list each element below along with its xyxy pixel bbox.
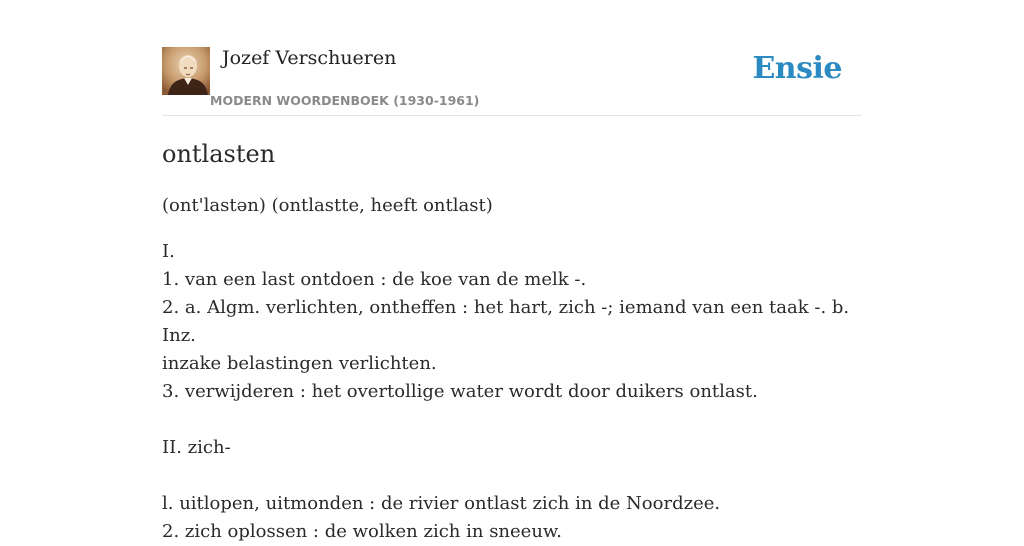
definition-lines <box>162 238 862 546</box>
author-name[interactable]: Jozef Verschueren <box>222 47 397 69</box>
blank-line <box>162 462 862 490</box>
definition-line: 3. verwijderen : het overtollige water wordt door duikers ontlast. <box>162 381 758 402</box>
pronunciation: (ont'lastən) (ontlastte, heeft ontlast) <box>162 195 493 216</box>
definition-line: l. uitlopen, uitmonden : de rivier ontlast zich in de Noordzee. <box>162 493 721 514</box>
source-label[interactable]: MODERN WOORDENBOEK (1930-1961) <box>210 93 480 108</box>
definition-line: 2. zich oplossen : de wolken zich in sneeuw. <box>162 521 562 542</box>
definition-line: 1. van een last ontdoen : de koe van de melk -. <box>162 269 587 290</box>
definition-line: inzake belastingen verlichten. <box>162 353 437 374</box>
brand-logo[interactable]: Ensie <box>752 51 842 86</box>
headword: ontlasten <box>162 140 276 168</box>
definition-line: II. zich- <box>162 437 231 458</box>
entry-header <box>162 0 862 116</box>
entry-body <box>162 192 862 546</box>
entry-container <box>162 0 862 542</box>
author-portrait-icon <box>162 47 210 95</box>
blank-line <box>162 406 862 434</box>
definition-line: 2. a. Algm. verlichten, ontheffen : het hart, zich -; iemand van een taak -. b. Inz. <box>162 297 850 346</box>
author-avatar[interactable] <box>162 47 210 95</box>
definition-line: I. <box>162 241 175 262</box>
